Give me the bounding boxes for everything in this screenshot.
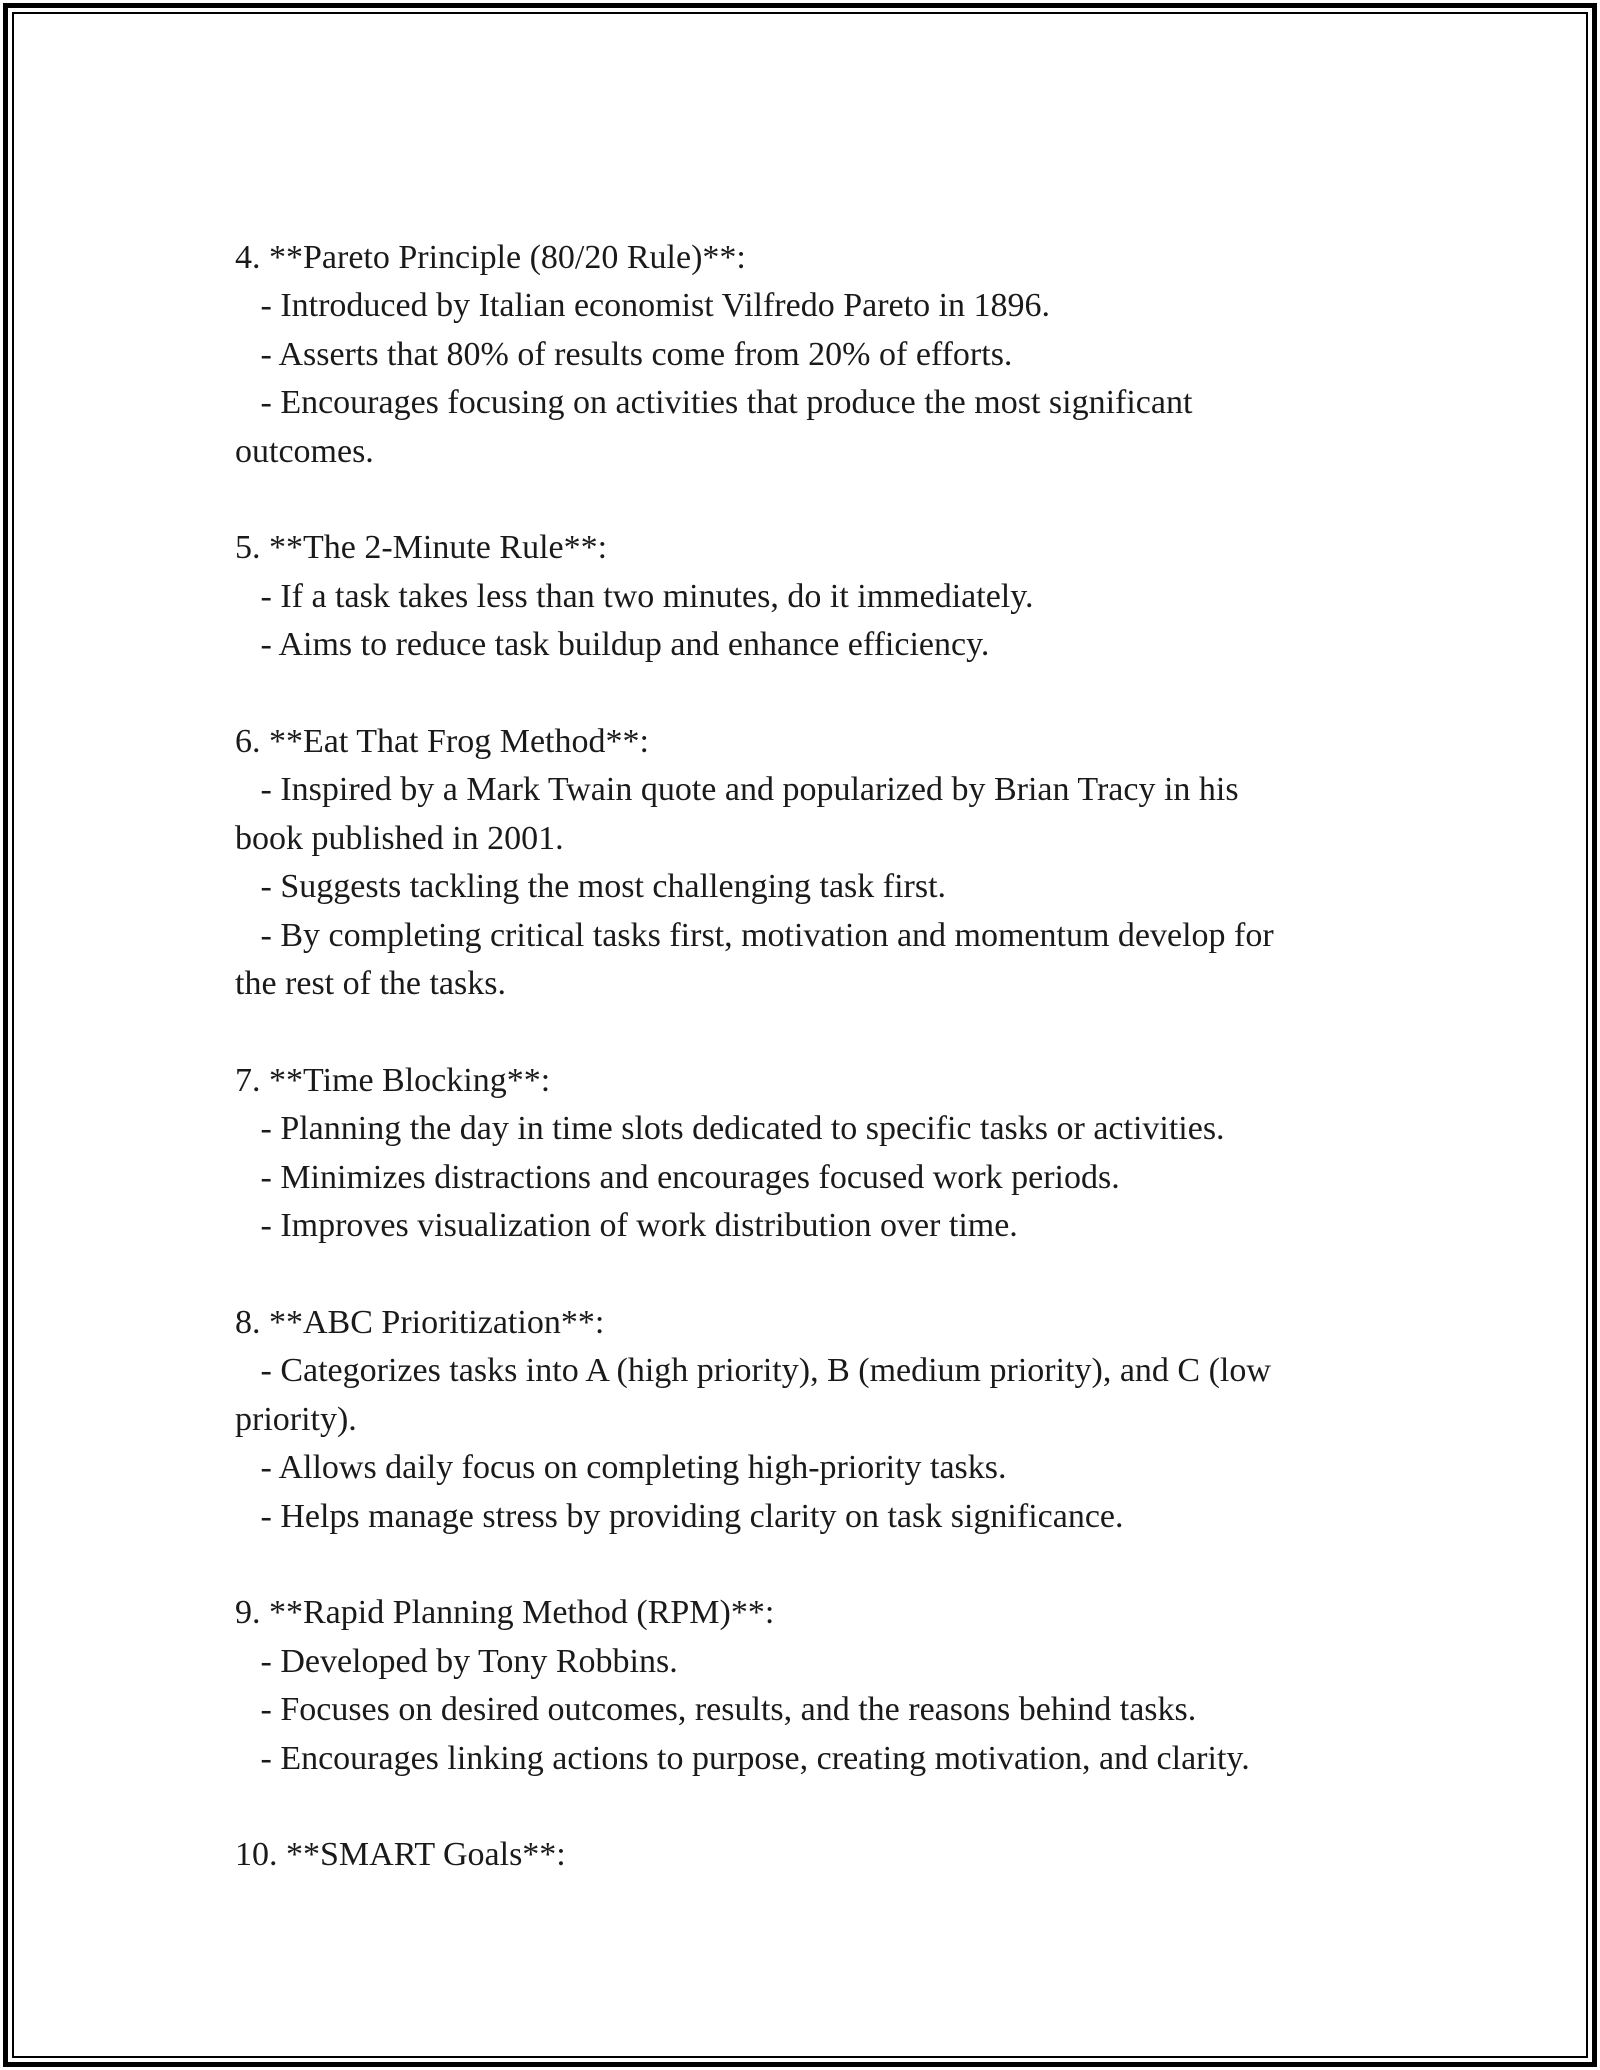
text-line: - Aims to reduce task buildup and enhance efficiency. [235, 626, 990, 664]
text-line: - Helps manage stress by providing clarity on task significance. [235, 1497, 1124, 1535]
text-line: outcomes. [235, 432, 374, 470]
text-line: - Inspired by a Mark Twain quote and popularized by Brian Tracy in his [235, 771, 1239, 809]
paragraph-spacer [235, 476, 1365, 524]
text-line: - Developed by Tony Robbins. [235, 1642, 678, 1680]
paragraph-spacer [235, 1008, 1365, 1056]
section-heading: 7. **Time Blocking**: [235, 1061, 551, 1099]
paragraph-spacer [235, 670, 1365, 718]
section-heading: 4. **Pareto Principle (80/20 Rule)**: [235, 239, 746, 276]
text-line: - Introduced by Italian economist Vilfredo Pareto in 1896. [235, 287, 1051, 325]
text-line: - Allows daily focus on completing high-priority tasks. [235, 1449, 1007, 1487]
text-line: - Planning the day in time slots dedicated to specific tasks or activities. [235, 1110, 1225, 1148]
paragraph-spacer [235, 1541, 1365, 1589]
section-heading: 5. **The 2-Minute Rule**: [235, 529, 608, 567]
text-line: - By completing critical tasks first, motivation and momentum develop for [235, 916, 1274, 954]
text-line: - Asserts that 80% of results come from 20% of efforts. [235, 335, 1013, 373]
text-line: - If a task takes less than two minutes, do it immediately. [235, 577, 1034, 615]
text-line: - Minimizes distractions and encourages focused work periods. [235, 1158, 1120, 1196]
paragraph-spacer [235, 1250, 1365, 1298]
text-line: - Encourages linking actions to purpose, creating motivation, and clarity. [235, 1739, 1250, 1777]
text-line: - Suggests tackling the most challenging task first. [235, 868, 947, 906]
text-line: the rest of the tasks. [235, 965, 506, 1003]
section-heading: 6. **Eat That Frog Method**: [235, 723, 649, 761]
text-line: book published in 2001. [235, 819, 564, 857]
text-line: - Improves visualization of work distribution over time. [235, 1207, 1018, 1245]
paragraph-spacer [235, 1783, 1365, 1831]
section-heading: 8. **ABC Prioritization**: [235, 1303, 605, 1341]
document-body [235, 234, 1365, 1880]
text-line: - Focuses on desired outcomes, results, and the reasons behind tasks. [235, 1691, 1197, 1729]
text-line: - Encourages focusing on activities that produce the most significant [235, 384, 1193, 422]
text-line: - Categorizes tasks into A (high priority), B (medium priority), and C (low [235, 1352, 1271, 1390]
text-line: priority). [235, 1400, 357, 1438]
section-heading: 9. **Rapid Planning Method (RPM)**: [235, 1594, 775, 1632]
section-heading: 10. **SMART Goals**: [235, 1836, 566, 1874]
